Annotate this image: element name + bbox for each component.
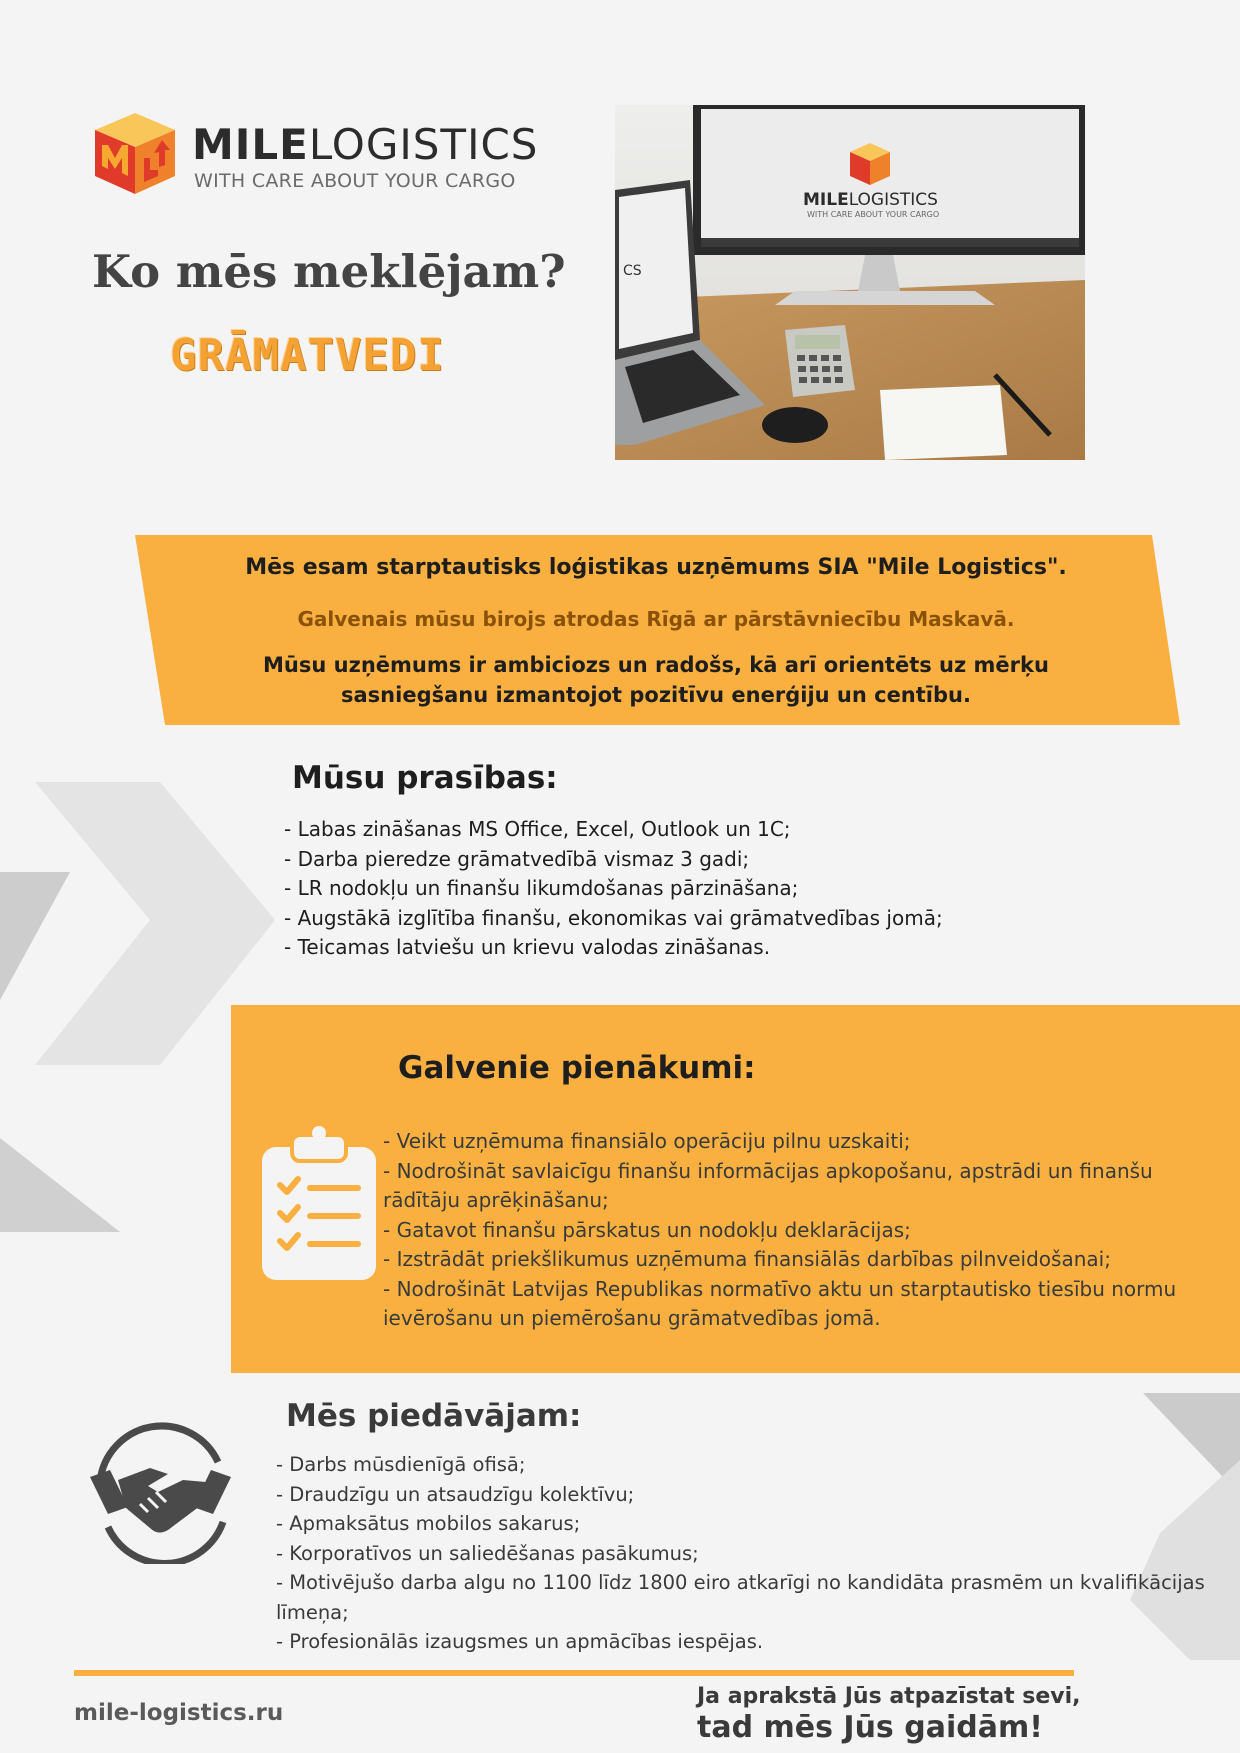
laptop-screen-text: CS [623, 263, 642, 279]
screen-logo-text: MILELOGISTICS [803, 190, 938, 210]
list-item: - Augstākā izglītība finanšu, ekonomikas vai grāmatvedības jomā; [284, 905, 943, 930]
logo-wordmark: MILELOGISTICS [192, 120, 539, 169]
intro-line-company: Mēs esam starptautisks loģistikas uzņēmums SIA "Mile Logistics". [245, 555, 1067, 580]
list-item: - Veikt uzņēmuma finansiālo operāciju pilnu uzskaiti; [383, 1129, 911, 1153]
logo-tagline: WITH CARE ABOUT YOUR CARGO [194, 170, 516, 192]
list-item: - Izstrādāt priekšlikumus uzņēmuma finansiālās darbības pilnveidošanai; [383, 1247, 1111, 1271]
list-item: - Korporatīvos un saliedēšanas pasākumus; [276, 1541, 699, 1565]
list-item: - Labas zināšanas MS Office, Excel, Outlook un 1C; [284, 817, 791, 841]
duties-title: Galvenie pienākumi: [398, 1050, 756, 1086]
office-photo [615, 105, 1085, 460]
requirements-list [284, 815, 943, 963]
intro-line-office: Galvenais mūsu birojs atrodas Rīgā ar pārstāvniecību Maskavā. [297, 607, 1015, 631]
footer-website-link[interactable]: mile-logistics.ru [74, 1700, 284, 1726]
clipboard-checklist-icon [262, 1125, 376, 1280]
list-item: - Apmaksātus mobilos sakarus; [276, 1512, 581, 1535]
list-item: - Profesionālās izaugsmes un apmācības iespējas. [276, 1630, 764, 1653]
intro-line-values: Mūsu uzņēmums ir ambiciozs un radošs, kā arī orientēts uz mērķu sasniegšanu izmantojot pozitīvu enerģiju un centību. [263, 653, 1049, 707]
logo-cube-icon [92, 110, 178, 196]
footer-cta-line-2: tad mēs Jūs gaidām! [697, 1710, 1043, 1745]
offer-list [276, 1450, 1216, 1657]
list-item: - Gatavot finanšu pārskatus un nodokļu deklarācijas; [383, 1217, 911, 1242]
list-item: - Nodrošināt Latvijas Republikas normatīvo aktu un starptautisko tiesību normu ievērošanu un piemērošanu grāmatvedības jomā. [383, 1276, 1177, 1330]
footer-divider [74, 1670, 1074, 1676]
offer-title: Mēs piedāvājam: [286, 1398, 582, 1434]
duties-list [383, 1127, 1203, 1334]
list-item: - Motivējušo darba algu no 1100 līdz 1800 eiro atkarīgi no kandidāta prasmēm un kvalifikācijas līmeņa; [276, 1571, 1205, 1624]
screen-logo-tagline: WITH CARE ABOUT YOUR CARGO [807, 210, 940, 219]
company-logo [92, 110, 539, 200]
list-item: - Darba pieredze grāmatvedībā vismaz 3 gadi; [284, 846, 750, 871]
list-item: - Draudzīgu un atsaudzīgu kolektīvu; [276, 1482, 635, 1506]
list-item: - LR nodokļu un finanšu likumdošanas pārzināšana; [284, 876, 799, 900]
handshake-icon [88, 1422, 233, 1564]
screen-logo-icon [850, 143, 890, 185]
footer-cta-line-1: Ja aprakstā Jūs atpazīstat sevi, [697, 1684, 1081, 1709]
intro-banner [130, 535, 1182, 725]
headline: Ko mēs meklējam? [92, 245, 566, 298]
list-item: - Nodrošināt savlaicīgu finanšu informācijas apkopošanu, apstrādi un finanšu rādītāju aprēķināšanu; [383, 1158, 1153, 1212]
position-title: GRĀMATVEDI [170, 330, 445, 381]
list-item: - Darbs mūsdienīgā ofisā; [276, 1453, 526, 1476]
list-item: - Teicamas latviešu un krievu valodas zināšanas. [284, 935, 771, 959]
requirements-title: Mūsu prasības: [292, 760, 558, 796]
